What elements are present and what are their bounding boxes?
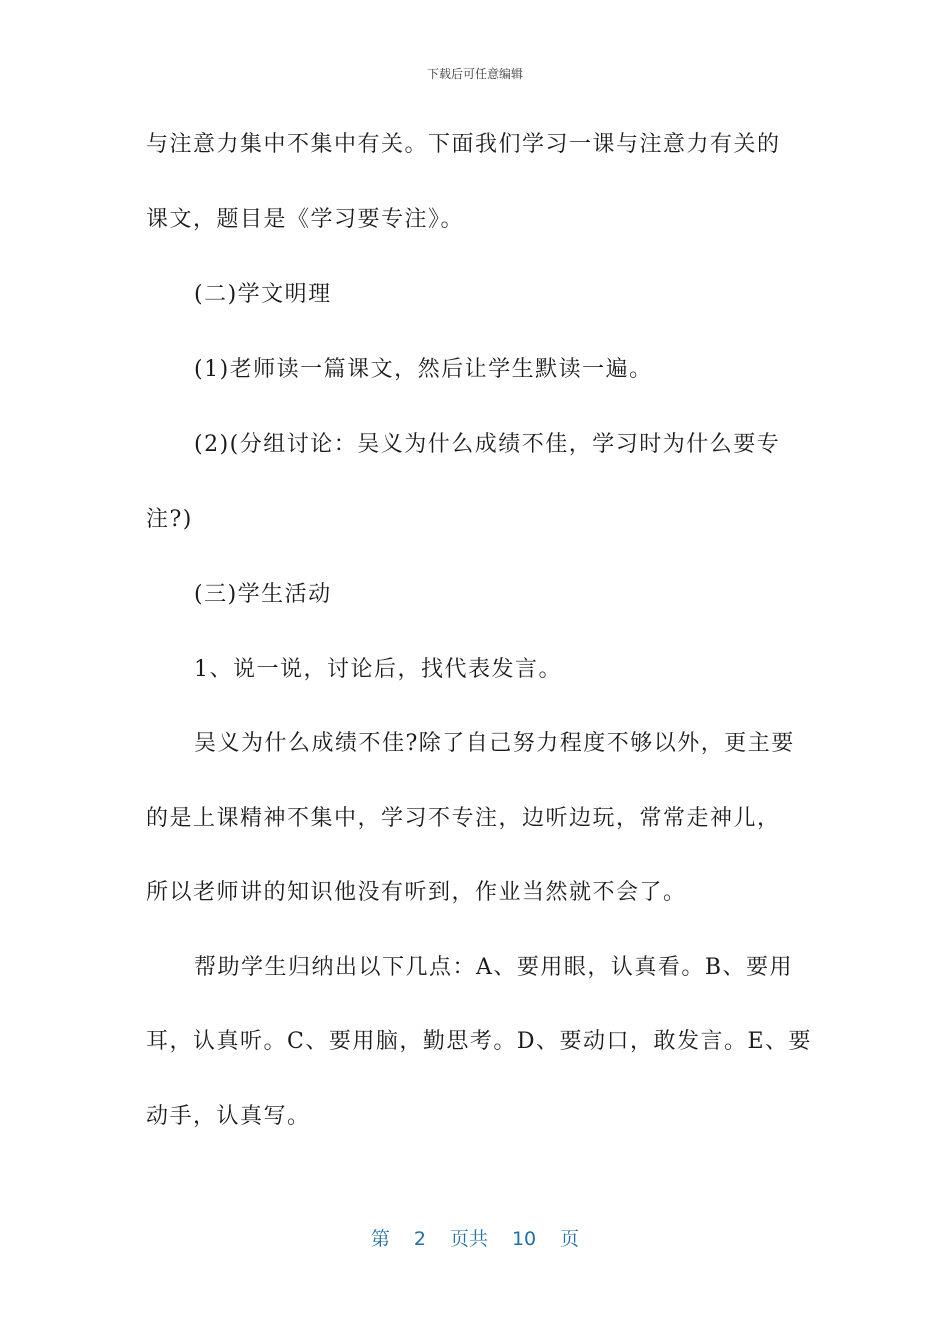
paragraph-line: 耳，认真听。C、要用脑，勤思考。D、要动口，敢发言。E、要 — [146, 1029, 813, 1054]
section-heading: (三)学生活动 — [194, 582, 332, 607]
footer-suffix: 页 — [560, 1228, 580, 1250]
footer-total-pages: 10 — [511, 1228, 537, 1250]
footer-prefix: 第 — [370, 1228, 390, 1250]
paragraph-line: 课文，题目是《学习要专注》。 — [146, 207, 465, 232]
section-heading: (二)学文明理 — [194, 282, 332, 307]
paragraph-line: 吴义为什么成绩不佳?除了自己努力程度不够以外，更主要 — [194, 731, 795, 756]
page-header: 下载后可任意编辑 — [426, 67, 523, 81]
paragraph-line: 注?) — [146, 507, 193, 532]
footer-middle: 页共 — [449, 1228, 488, 1250]
paragraph-line: 所以老师讲的知识他没有听到，作业当然就不会了。 — [146, 880, 687, 905]
paragraph-line: 的是上课精神不集中，学习不专注，边听边玩，常常走神儿， — [146, 806, 781, 831]
paragraph-line: 1、说一说，讨论后，找代表发言。 — [194, 657, 562, 682]
paragraph-line: 动手，认真写。 — [146, 1104, 311, 1129]
paragraph-line: (2)(分组讨论：吴义为什么成绩不佳，学习时为什么要专 — [194, 432, 781, 457]
footer-current-page: 2 — [413, 1228, 426, 1250]
paragraph-line: (1)老师读一篇课文，然后让学生默读一遍。 — [194, 357, 653, 382]
page-footer — [0, 1226, 950, 1252]
paragraph-line: 帮助学生归纳出以下几点：A、要用眼，认真看。B、要用 — [194, 955, 794, 980]
paragraph-line: 与注意力集中不集中有关。下面我们学习一课与注意力有关的 — [146, 132, 781, 157]
